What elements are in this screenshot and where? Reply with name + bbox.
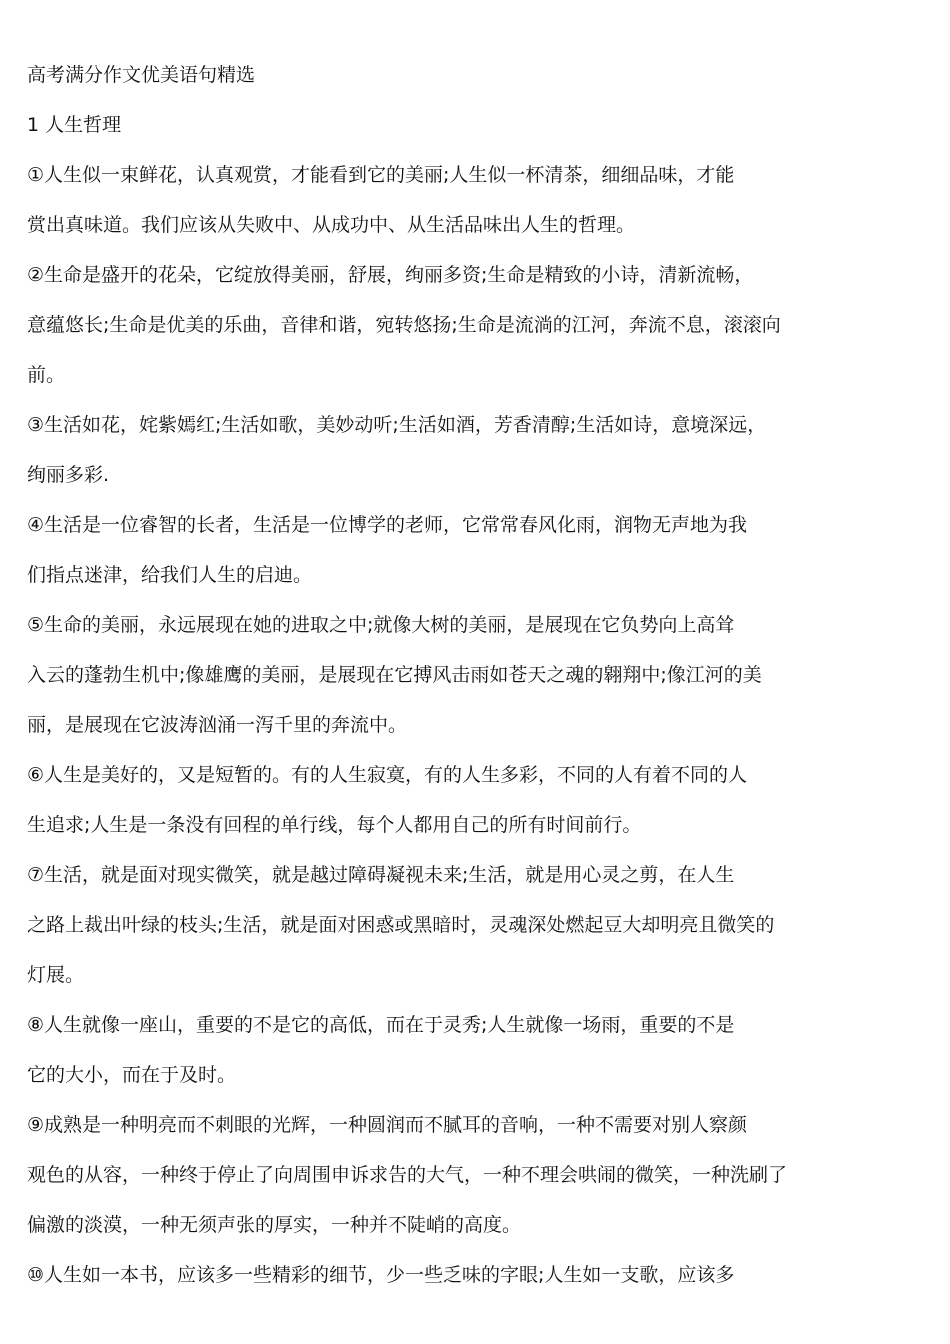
text-line: 偏激的淡漠，一种无须声张的厚实，一种并不陡峭的高度。 bbox=[27, 1214, 522, 1236]
text-line: 之路上裁出叶绿的枝头;生活，就是面对困惑或黑暗时，灵魂深处燃起豆大却明亮且微笑的 bbox=[27, 914, 775, 936]
text-line: ③生活如花，姹紫嫣红;生活如歌，美妙动听;生活如酒，芳香清醇;生活如诗，意境深远， bbox=[27, 414, 767, 436]
text-line: ⑧人生就像一座山，重要的不是它的高低，而在于灵秀;人生就像一场雨，重要的不是 bbox=[27, 1014, 735, 1036]
text-line: 生追求;人生是一条没有回程的单行线，每个人都用自己的所有时间前行。 bbox=[27, 814, 642, 836]
text-line: ⑩人生如一本书，应该多一些精彩的细节，少一些乏味的字眼;人生如一支歌，应该多 bbox=[27, 1264, 735, 1286]
text-line: 赏出真味道。我们应该从失败中、从成功中、从生活品味出人生的哲理。 bbox=[27, 214, 636, 236]
text-line: 它的大小，而在于及时。 bbox=[27, 1064, 237, 1086]
text-line: 们指点迷津，给我们人生的启迪。 bbox=[27, 564, 313, 586]
text-line: 灯展。 bbox=[27, 964, 85, 986]
text-line: 意蕴悠长;生命是优美的乐曲，音律和谐，宛转悠扬;生命是流淌的江河，奔流不息，滚滚向 bbox=[27, 314, 781, 336]
text-line: ⑤生命的美丽，永远展现在她的进取之中;就像大树的美丽，是展现在它负势向上高耸 bbox=[27, 614, 735, 636]
text-line: ⑨成熟是一种明亮而不刺眼的光辉，一种圆润而不腻耳的音响，一种不需要对别人察颜 bbox=[27, 1114, 748, 1136]
text-line: 入云的蓬勃生机中;像雄鹰的美丽，是展现在它搏风击雨如苍天之魂的翱翔中;像江河的美 bbox=[27, 664, 762, 686]
text-line: ④生活是一位睿智的长者，生活是一位博学的老师，它常常春风化雨，润物无声地为我 bbox=[27, 514, 748, 536]
text-line: ⑦生活，就是面对现实微笑，就是越过障碍凝视未来;生活，就是用心灵之剪，在人生 bbox=[27, 864, 735, 886]
text-line: 丽，是展现在它波涛汹涌一泻千里的奔流中。 bbox=[27, 714, 408, 736]
text-line: ②生命是盛开的花朵，它绽放得美丽，舒展，绚丽多资;生命是精致的小诗，清新流畅， bbox=[27, 264, 754, 286]
text-line: ⑥人生是美好的，又是短暂的。有的人生寂寞，有的人生多彩，不同的人有着不同的人 bbox=[27, 764, 748, 786]
document-title: 高考满分作文优美语句精选 bbox=[27, 64, 256, 86]
section-heading: 1 人生哲理 bbox=[27, 114, 122, 136]
text-line: ①人生似一束鲜花，认真观赏，才能看到它的美丽;人生似一杯清茶，细细品味，才能 bbox=[27, 164, 735, 186]
text-line: 绚丽多彩. bbox=[27, 464, 110, 486]
text-line: 前。 bbox=[27, 364, 66, 386]
text-line: 观色的从容，一种终于停止了向周围申诉求告的大气，一种不理会哄闹的微笑，一种洗刷了 bbox=[27, 1164, 788, 1186]
